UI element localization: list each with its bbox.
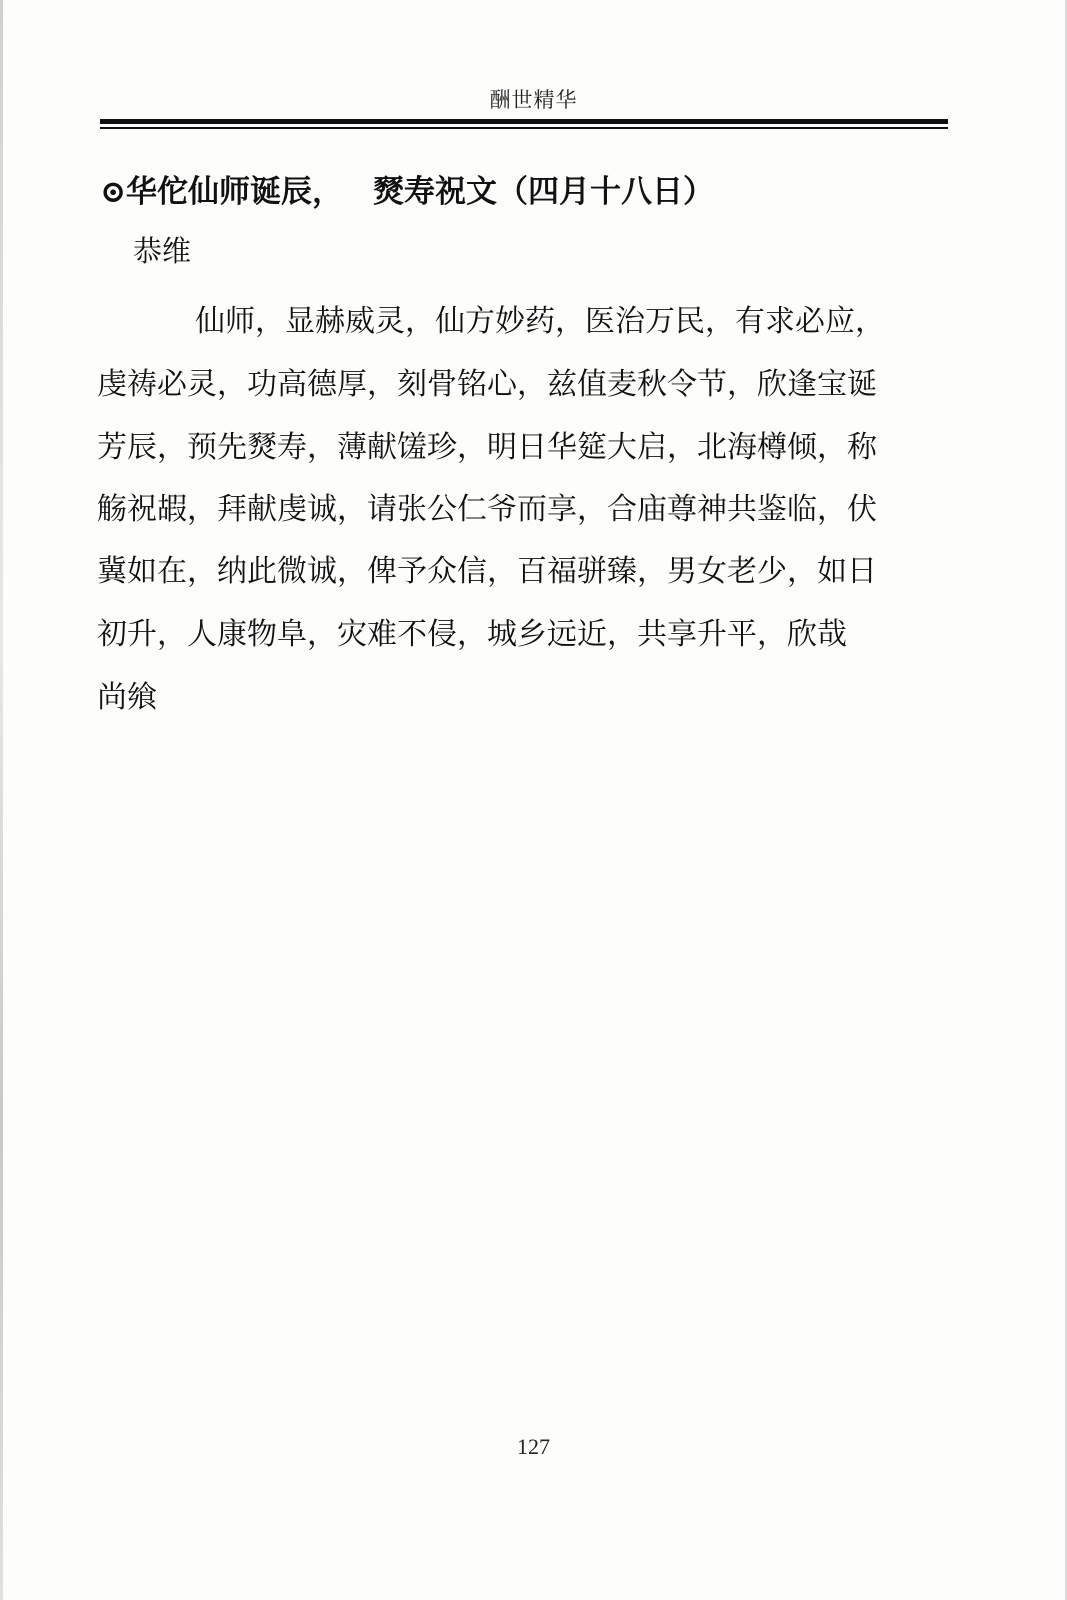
header-rule-thick — [100, 119, 948, 124]
body-line: 虔祷必灵，功高德厚，刻骨铭心，兹值麦秋令节，欣逢宝诞 — [97, 367, 877, 402]
section-heading-subtitle: 燹寿祝文（四月十八日） — [372, 174, 714, 210]
body-line: 冀如在，纳此微诚，俾予众信，百福骈臻，男女老少，如日 — [97, 554, 877, 589]
page-number: 127 — [517, 1434, 550, 1459]
running-header: 酬世精华 — [489, 88, 578, 112]
section-heading — [100, 166, 960, 211]
body-line: 尚飨 — [97, 680, 157, 715]
body-line: 仙师，显赫威灵，仙方妙药，医治万民，有求必应， — [195, 304, 885, 339]
salutation: 恭维 — [133, 234, 192, 268]
body-line: 初升，人康物阜，灾难不侵，城乡远近，共享升平，欣哉 — [97, 617, 847, 652]
body-line: 芳辰，预先燹寿，薄献馐珍，明日华筵大启，北海樽倾，称 — [97, 430, 877, 465]
body-line: 觞祝嘏，拜献虔诚，请张公仁爷而享，合庙尊神共鉴临，伏 — [97, 492, 877, 527]
section-heading-title: ⊙华佗仙师诞辰， — [100, 174, 343, 210]
header-rule-thin — [100, 127, 948, 129]
scan-left-edge — [0, 0, 3, 1600]
